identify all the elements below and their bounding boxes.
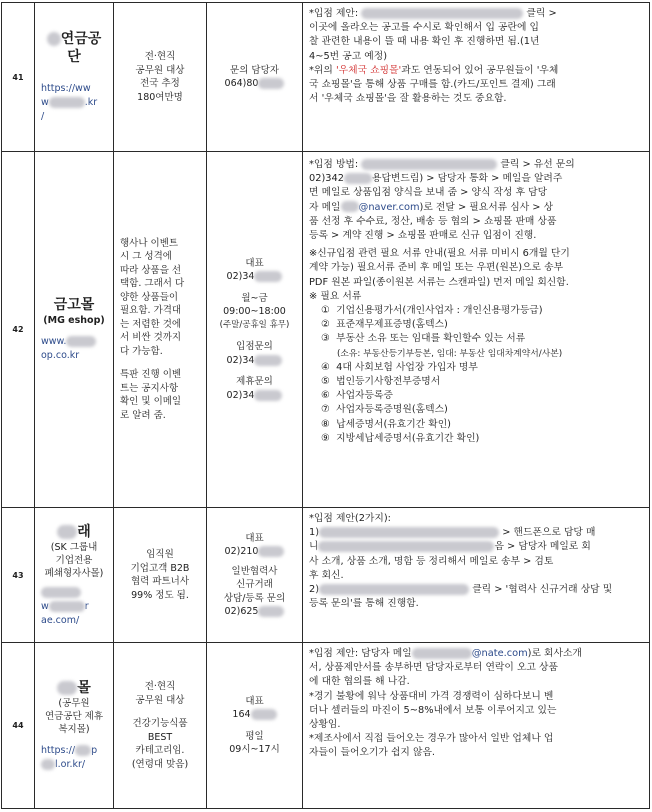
row-number: 42 — [2, 152, 35, 508]
redacted-text — [66, 336, 96, 347]
table-row — [2, 3, 650, 152]
redacted-text — [57, 681, 77, 695]
contact-cell: 문의 담당자 064)80 — [207, 3, 303, 152]
company-url[interactable]: www. op.co.kr — [41, 335, 107, 363]
list-item: ⑦ 사업자등록증명원(홈텍스) — [321, 404, 448, 416]
redacted-text — [57, 525, 77, 539]
detail-cell: *입점 방법: 클릭 > 유선 문의 02)342 용답변드림) > 담당자 통화 > 메일을 알려주 면 메일로 상품입점 양식을 보내 줌 > 양식 작성 후 담당 자 메일 @naver.com)로 전달 > 필요서류 심사 > 상 품 선정 후 수수료, 정산, 배송 등 협의 > 쇼핑몰 판매 상품 등록 > 계약 진행 > 쇼핑몰 판매로 신규 입점이 진행. ※신규입점 관련 필요 서류 안내(필요 서류 미비시 6개월 단기 계약 가능) 필요서류 준비 후 메일 또는 우편(원본)으로 송부 PDF 원본 파일(종이원본 서류는 스캔파일) 먼저 메일 회신함. ※ 필요 서류 ① 기업신용평가서(개인사업자 : 개인신용평가등급) ② 표준재무제표증명(홈텍스) ③ 부동산 소유 또는 임대를 확인할수 있는 서류 (소유: 부동산등기부등본, 임대: 부동산 임대차계약서/사본) ④ 4대 사회보험 사업장 가입자 명부 ⑤ 법인등기사항전부증명서 ⑥ 사업자등록증 ⑦ 사업자등록증명원(홈텍스) ⑧ 납세증명서(유효기간 확인) ⑨ 지방세납세증명서(유효기간 확인) — [303, 152, 650, 508]
redacted-text — [254, 271, 282, 282]
company-cell: 몰 (공무원 연금공단 제휴 복지몰) https:// p l.or.kr/ — [35, 643, 114, 809]
target-cell: 행사나 이벤트 시 그 성격에 따라 상품을 선 택함. 그래서 다 양한 상품들이 필요함. 가격대 는 저렴한 것에 서 비싼 것까지 다 가능함. 특판 진행 이벤 트는 공지사항 확인 및 이메일 로 알려 줌. — [114, 152, 207, 508]
list-item: ① 기업신용평가서(개인사업자 : 개인신용평가등급) — [321, 305, 543, 317]
detail-cell: *입점 제안: 클릭 > 이곳에 올라오는 공고를 수시로 확인해서 입 공란에 입 찰 관련한 내용이 뜰 때 내용 확인 후 진행하면 됨.(1년 4~5번 공고 예정) *위의 '우체국 쇼핑몰'과도 연동되어 있어 공무원들이 '우체 국 쇼핑몰'을 통해 상품 구매를 함.(카드/포인트 결제) 그래 서 '우체국 쇼핑몰'을 잘 활용하는 것도 중요함. — [303, 3, 650, 152]
table-row — [2, 508, 650, 643]
company-name: 래 — [41, 523, 107, 541]
redacted-text — [75, 745, 91, 756]
detail-cell: *입점 제안(2가지): 1) > 핸드폰으로 담당 매 니 음 > 담당자 메일로 회 사 소개, 상품 소개, 명함 등 정리해서 메일로 송부 > 검토 후 회신. 2) 클릭 > '협력사 신규거래 상담 및 등록 문의'를 통해 진행함. — [303, 508, 650, 643]
company-name: 연금공단 — [41, 30, 107, 66]
redacted-text — [49, 601, 85, 612]
target-cell: 임직원 기업고객 B2B 협력 파트너사 99% 정도 됨. — [114, 508, 207, 643]
company-cell — [35, 152, 114, 508]
company-cell: 래 (SK 그룹내 기업전용 폐쇄형자사몰) w r ae.com/ — [35, 508, 114, 643]
redacted-text — [361, 8, 523, 19]
row-number: 41 — [2, 3, 35, 152]
company-name: 금고몰 — [53, 297, 95, 313]
list-item: ④ 4대 사회보험 사업장 가입자 명부 — [321, 361, 478, 373]
redacted-text — [319, 527, 499, 538]
row-number: 43 — [2, 508, 35, 643]
redacted-text — [49, 97, 85, 108]
company-cell — [35, 3, 114, 152]
listing-table — [1, 2, 650, 809]
contact-cell: 대표 02)210 일반협력사 신규거래 상담/등록 문의 02)625 — [207, 508, 303, 643]
contact-cell: 대표 164 평일 09시~17시 — [207, 643, 303, 809]
redacted-text — [258, 546, 284, 557]
company-url[interactable]: https:// p l.or.kr/ — [41, 745, 98, 770]
list-item: ⑨ 지방세납세증명서(유효기간 확인) — [321, 432, 480, 444]
company-subname: (MG eshop) — [43, 315, 105, 326]
company-url[interactable]: w r ae.com/ — [41, 586, 107, 628]
list-item: ⑥ 사업자등록증 — [321, 390, 393, 402]
list-item: ③ 부동산 소유 또는 임대를 확인할수 있는 서류 — [321, 333, 526, 345]
company-name: 몰 — [41, 679, 107, 697]
redacted-text — [47, 32, 61, 46]
list-item: (소유: 부동산등기부등본, 임대: 부동산 임대차계약서/사본) — [337, 348, 563, 359]
target-cell: 전·현직 공무원 대상 건강기능식품 BEST 카테고리임. (연령대 맞음) — [114, 643, 207, 809]
redacted-text — [41, 759, 55, 770]
list-item: ⑧ 납세증명서(유효기간 확인) — [321, 418, 451, 430]
redacted-text — [254, 390, 282, 401]
list-item: ⑤ 법인등기사항전부증명서 — [321, 376, 441, 388]
target-cell: 전·현직 공무원 대상 전국 추정 180여만명 — [114, 3, 207, 152]
highlight-text: '우체국 쇼핑몰' — [335, 64, 402, 76]
redacted-text — [319, 584, 469, 595]
redacted-text — [258, 78, 284, 89]
table-row — [2, 152, 650, 508]
redacted-text — [318, 541, 494, 552]
company-url[interactable]: https://ww w .kr / — [41, 83, 98, 122]
redacted-text — [341, 201, 359, 212]
contact-cell: 대표 02)34 월~금 09:00~18:00 (주말/공휴일 휴무) 입점문의 02)34 제휴문의 02)34 — [207, 152, 303, 508]
table-row — [2, 643, 650, 809]
list-item: ② 표준재무제표증명(홈텍스) — [321, 319, 448, 331]
redacted-text — [258, 606, 284, 617]
detail-cell: *입점 제안: 담당자 메일 @nate.com)로 회사소개 서, 상품제안서를 송부하면 담당자로부터 연락이 오고 상품 에 대한 협의를 해 나감. *경기 불황에 워낙 상품대비 가격 경쟁력이 심하다보니 벤 더나 셀러들의 마진이 5~8%내에서 보통 이루어지고 있는 상황임. *제조사에서 직접 들어오는 경우가 많아서 일반 업체나 업 자들이 들어오기가 쉽지 않음. — [303, 643, 650, 809]
redacted-text — [41, 587, 81, 598]
redacted-text — [361, 159, 497, 170]
row-number: 44 — [2, 643, 35, 809]
redacted-text — [344, 173, 372, 184]
redacted-text — [254, 355, 282, 366]
required-documents-list — [309, 304, 643, 446]
redacted-text — [251, 709, 277, 720]
redacted-text — [412, 648, 472, 659]
